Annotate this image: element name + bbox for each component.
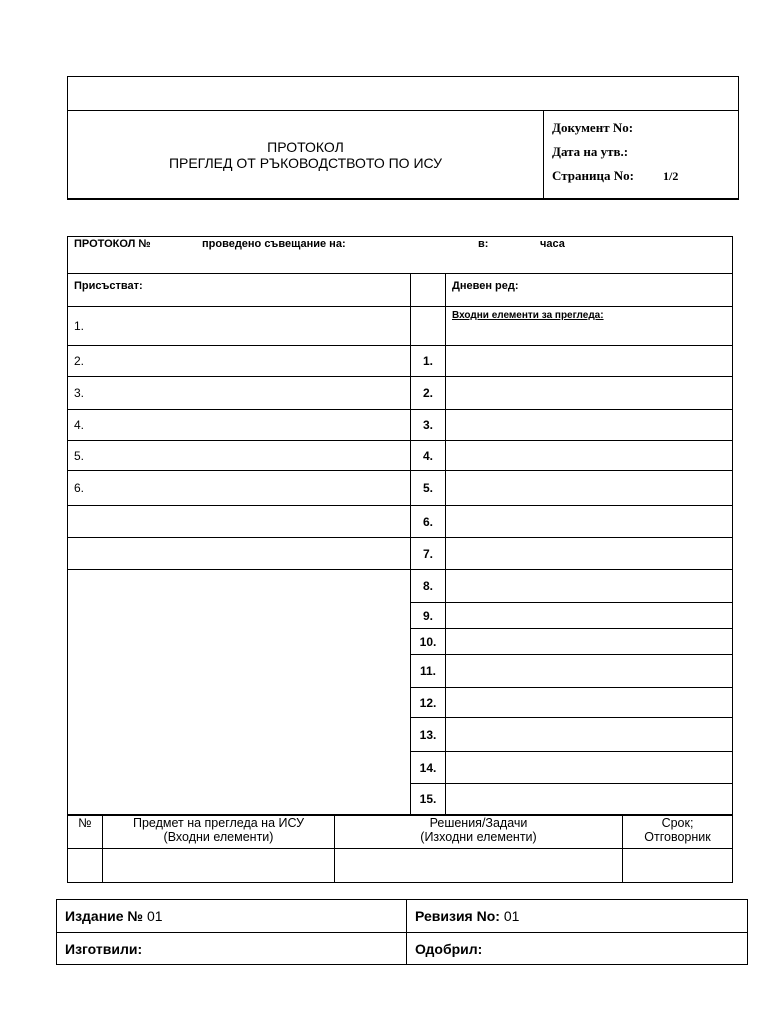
review-deadline-cell[interactable] [623,849,733,883]
col-subject-line-2: (Входни елементи) [163,830,274,844]
agenda-item-cell[interactable] [446,471,733,506]
agenda-number: 14. [411,752,446,784]
agenda-item-cell[interactable] [446,377,733,410]
page-no-value: 1/2 [663,169,679,183]
col-no-label: № [78,816,92,830]
edition-cell [57,900,407,933]
agenda-item-cell[interactable] [446,570,733,603]
meeting-at-label: в: [478,238,489,250]
revision-value: 01 [503,908,520,924]
document-no-label: Документ No: [552,120,634,135]
agenda-item-cell[interactable] [446,346,733,377]
agenda-number: 12. [411,688,446,718]
col-subject-line-1: Предмет на прегледа на ИСУ [132,816,305,830]
agenda-number: 11. [411,655,446,688]
approval-date-label: Дата на утв.: [552,144,629,159]
prepared-by-label: Изготвили: [65,940,143,957]
attendees-header [68,274,411,307]
meeting-hours-label: часа [540,238,565,250]
agenda-number: 1. [411,346,446,377]
agenda-number: 3. [411,410,446,441]
col-decisions-header [335,816,623,849]
approved-by-label: Одобрил: [415,940,483,957]
agenda-header [446,274,733,307]
agenda-item-cell[interactable] [446,410,733,441]
header-title [68,111,544,198]
agenda-number: 13. [411,718,446,752]
agenda-number: 8. [411,570,446,603]
protocol-no-label: ПРОТОКОЛ № [74,238,151,250]
agenda-item-cell[interactable] [446,784,733,815]
attendee-row[interactable]: 2. [68,346,411,377]
attendee-row[interactable]: 5. [68,441,411,471]
review-no-cell[interactable] [68,849,103,883]
agenda-item-cell[interactable] [446,538,733,570]
col-deadline-header [623,816,733,849]
protocol-header-row [68,237,733,274]
protocol-form-table [67,236,733,815]
agenda-number: 15. [411,784,446,815]
attendees-label: Присъстват: [74,280,143,292]
title-line-2: ПРЕГЛЕД ОТ РЪКОВОДСТВОТО ПО ИСУ [168,154,443,171]
input-elements-label: Входни елементи за прегледа: [452,310,604,321]
agenda-item-cell[interactable] [446,688,733,718]
agenda-label: Дневен ред: [452,280,519,292]
agenda-item-cell[interactable] [446,718,733,752]
attendee-row[interactable]: 3. [68,377,411,410]
review-decisions-cell[interactable] [335,849,623,883]
col-decisions-line-1: Решения/Задачи [429,816,528,830]
attendees-blank-area[interactable] [68,570,411,815]
col-deadline-line-2: Отговорник [644,830,711,844]
agenda-number: 9. [411,603,446,629]
agenda-item-cell[interactable] [446,603,733,629]
prepared-by-cell[interactable] [57,933,407,965]
agenda-item-cell[interactable] [446,629,733,655]
input-elements-header [446,307,733,346]
document-footer [56,899,748,965]
number-col-blank [411,307,446,346]
attendee-row-blank[interactable] [68,506,411,538]
revision-cell [407,900,748,933]
agenda-number: 10. [411,629,446,655]
edition-value: 01 [146,908,163,924]
header-meta [545,111,738,198]
agenda-number: 6. [411,506,446,538]
document-header [67,76,739,200]
col-no-header [68,816,103,849]
page-no-label: Страница No: [552,168,634,183]
approved-by-cell[interactable] [407,933,748,965]
attendee-row[interactable]: 1. [68,307,411,346]
col-decisions-line-2: (Изходни елементи) [420,830,537,844]
title-line-1: ПРОТОКОЛ [267,138,344,155]
agenda-number: 7. [411,538,446,570]
agenda-item-cell[interactable] [446,752,733,784]
col-subject-header [103,816,335,849]
review-table [67,815,733,883]
revision-label: Ревизия No: [415,908,500,924]
review-subject-cell[interactable] [103,849,335,883]
review-header-row [68,816,733,849]
meeting-date-label: проведено съвещание на: [202,238,346,250]
number-col-blank [411,274,446,307]
header-empty-row [68,77,738,111]
agenda-number: 2. [411,377,446,410]
attendee-row[interactable]: 6. [68,471,411,506]
agenda-item-cell[interactable] [446,655,733,688]
protocol-info-cell [68,237,733,274]
attendee-row[interactable]: 4. [68,410,411,441]
edition-label: Издание № [65,908,144,924]
review-row [68,849,733,883]
agenda-number: 5. [411,471,446,506]
agenda-number: 4. [411,441,446,471]
col-deadline-line-1: Срок; [661,816,694,830]
agenda-item-cell[interactable] [446,441,733,471]
agenda-item-cell[interactable] [446,506,733,538]
attendee-row-blank[interactable] [68,538,411,570]
